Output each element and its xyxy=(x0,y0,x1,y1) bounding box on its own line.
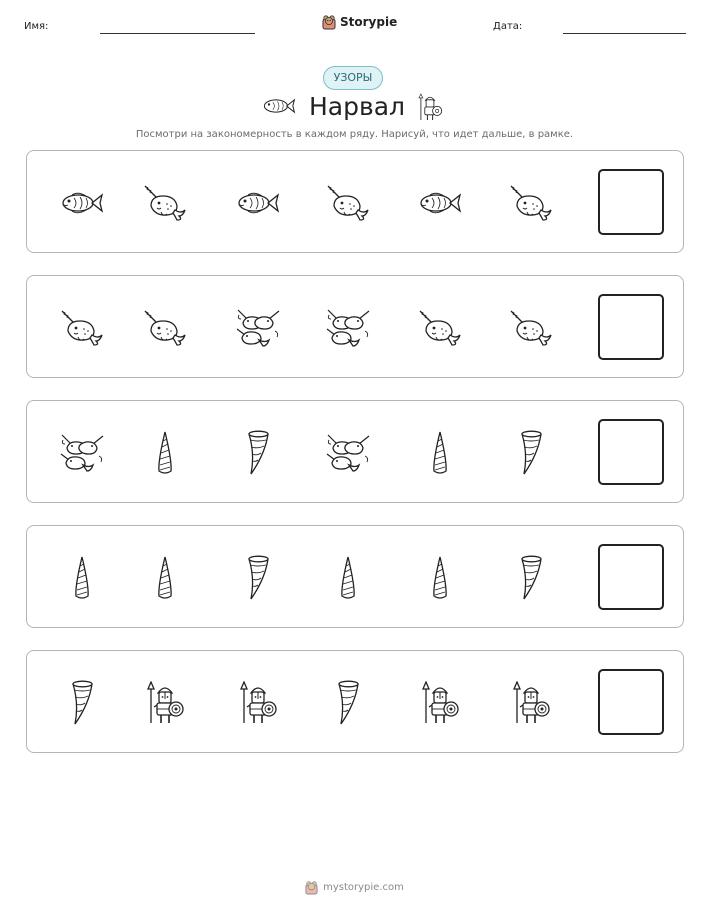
horn-icon xyxy=(52,651,112,754)
tusk-icon xyxy=(135,526,195,629)
viking-icon xyxy=(228,651,288,754)
narwhal-group-icon xyxy=(52,401,112,504)
title-row xyxy=(0,92,709,126)
fish-icon xyxy=(52,151,112,254)
narwhal-group-icon xyxy=(228,276,288,379)
footer-site: mystorypie.com xyxy=(323,882,404,893)
horn-icon xyxy=(501,526,561,629)
pattern-row-5 xyxy=(26,650,684,753)
answer-box[interactable] xyxy=(598,294,664,360)
storypie-logo xyxy=(322,14,397,30)
answer-box[interactable] xyxy=(598,169,664,235)
bear-logo-icon xyxy=(305,880,318,895)
brand-name: Storypie xyxy=(340,15,398,29)
date-label: Дата: xyxy=(493,21,523,32)
pattern-row-3 xyxy=(26,400,684,503)
viking-icon xyxy=(501,651,561,754)
viking-title-icon xyxy=(417,92,443,122)
pattern-row-4 xyxy=(26,525,684,628)
horn-icon xyxy=(501,401,561,504)
horn-icon xyxy=(228,401,288,504)
answer-box[interactable] xyxy=(598,669,664,735)
footer xyxy=(0,880,709,895)
pattern-row-1 xyxy=(26,150,684,253)
date-field[interactable] xyxy=(563,33,686,34)
narwhal-group-icon xyxy=(318,276,378,379)
viking-icon xyxy=(410,651,470,754)
fish-icon xyxy=(410,151,470,254)
narwhal-icon xyxy=(501,151,561,254)
tusk-icon xyxy=(135,401,195,504)
category-badge: УЗОРЫ xyxy=(323,66,383,90)
name-field[interactable] xyxy=(100,33,255,34)
narwhal-icon xyxy=(501,276,561,379)
narwhal-icon xyxy=(410,276,470,379)
narwhal-icon xyxy=(135,276,195,379)
tusk-icon xyxy=(410,401,470,504)
fish-icon xyxy=(228,151,288,254)
answer-box[interactable] xyxy=(598,419,664,485)
fish-title-icon xyxy=(262,96,296,116)
page-title: Нарвал xyxy=(309,92,406,121)
narwhal-icon xyxy=(135,151,195,254)
tusk-icon xyxy=(52,526,112,629)
bear-logo-icon xyxy=(322,14,336,30)
tusk-icon xyxy=(410,526,470,629)
horn-icon xyxy=(228,526,288,629)
pattern-row-2 xyxy=(26,275,684,378)
name-label: Имя: xyxy=(24,21,49,32)
horn-icon xyxy=(318,651,378,754)
narwhal-group-icon xyxy=(318,401,378,504)
tusk-icon xyxy=(318,526,378,629)
instructions: Посмотри на закономерность в каждом ряду. Нарисуй, что идет дальше, в рамке. xyxy=(135,129,574,140)
narwhal-icon xyxy=(52,276,112,379)
narwhal-icon xyxy=(318,151,378,254)
viking-icon xyxy=(135,651,195,754)
answer-box[interactable] xyxy=(598,544,664,610)
